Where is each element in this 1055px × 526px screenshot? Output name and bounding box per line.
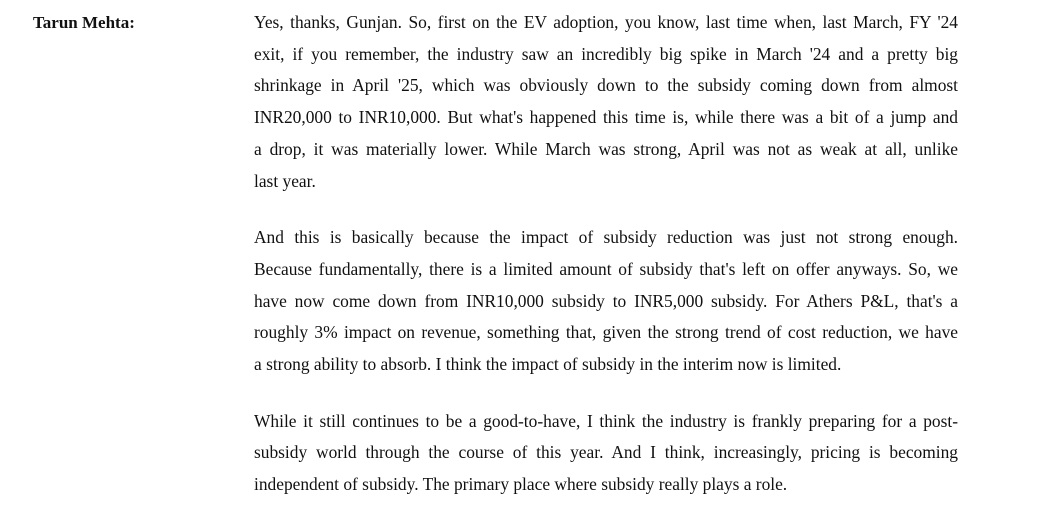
text-line: subsidy world through the course of this year. And I think, increasingly, pricing is becoming [254, 442, 958, 463]
paragraph-2 [254, 222, 958, 381]
text-line: INR20,000 to INR10,000. But what's happened this time is, while there was a bit of a jump and [254, 107, 958, 128]
text-line: Yes, thanks, Gunjan. So, first on the EV adoption, you know, last time when, last March, FY '24 [254, 12, 958, 32]
text-line: last year. [254, 170, 316, 191]
text-line: a drop, it was materially lower. While March was strong, April was not as weak at all, unlike [254, 138, 958, 159]
text-line: And this is basically because the impact of subsidy reduction was just not strong enough. [254, 227, 958, 248]
text-line: independent of subsidy. The primary place where subsidy really plays a role. [254, 474, 788, 495]
text-line: shrinkage in April '25, which was obviously down to the subsidy coming down from almost [254, 75, 958, 96]
text-line: While it still continues to be a good-to-have, I think the industry is frankly preparing for a post- [254, 410, 958, 431]
text-line: Because fundamentally, there is a limited amount of subsidy that's left on offer anyways. So, we [254, 258, 958, 279]
paragraph-3 [254, 406, 958, 501]
speaker-label: Tarun Mehta: [33, 13, 135, 32]
text-line: roughly 3% impact on revenue, something that, given the strong trend of cost reduction, we have [254, 322, 958, 343]
text-line: exit, if you remember, the industry saw an incredibly big spike in March '24 and a pretty big [254, 43, 958, 64]
text-line: a strong ability to absorb. I think the impact of subsidy in the interim now is limited. [254, 354, 842, 375]
transcript-body [254, 7, 958, 526]
paragraph-1 [254, 7, 958, 197]
text-line: have now come down from INR10,000 subsidy to INR5,000 subsidy. For Athers P&L, that's a [254, 290, 958, 311]
